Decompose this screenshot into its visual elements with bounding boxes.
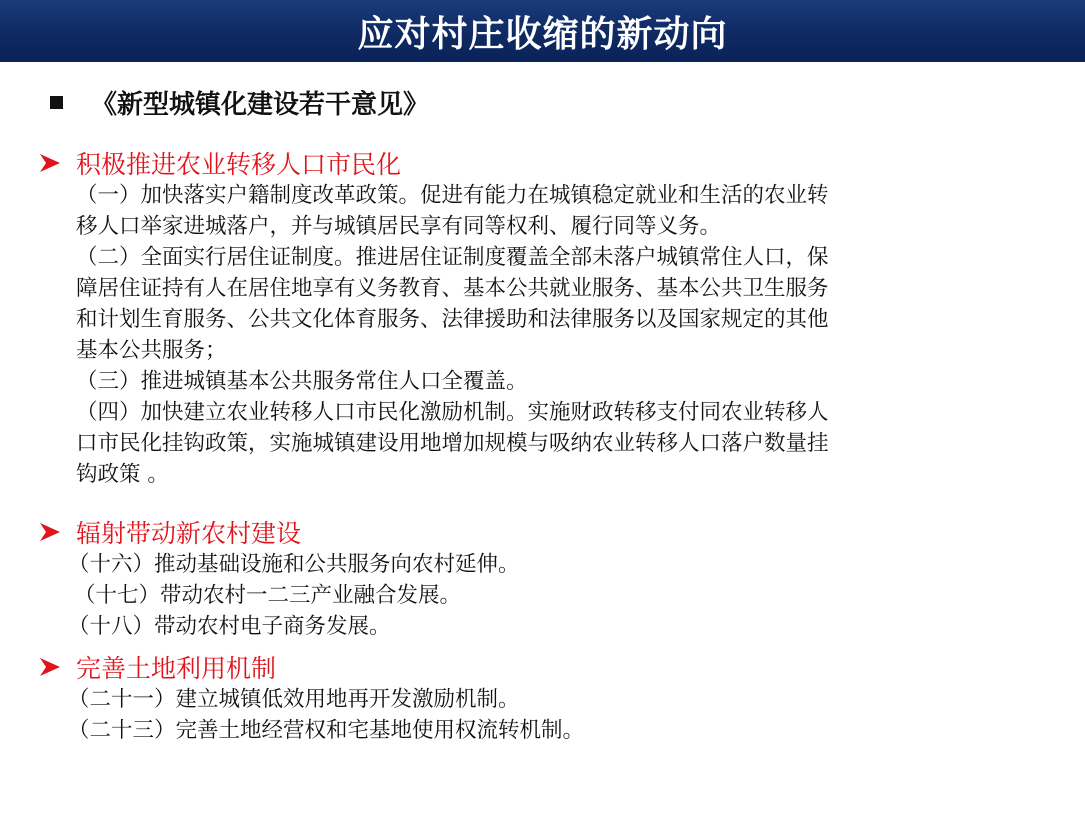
page-title: 应对村庄收缩的新动向 (357, 13, 728, 55)
section-heading: 辐射带动新农村建设 (76, 519, 302, 548)
section-header (38, 650, 1055, 684)
section-line: （三）推进城镇基本公共服务常住人口全覆盖。 (76, 369, 528, 394)
title-bar (0, 0, 1085, 62)
section-heading: 完善土地利用机制 (76, 654, 277, 683)
section-line: （十六）推动基础设施和公共服务向农村延伸。 (68, 552, 520, 577)
section-line: （二）全面实行居住证制度。推进居住证制度覆盖全部未落户城镇常住人口，保 (76, 245, 829, 270)
section-line: （十七）带动农村一二三产业融合发展。 (74, 583, 462, 608)
section-line: （二十一）建立城镇低效用地再开发激励机制。 (68, 687, 520, 712)
section-line: （一）加快落实户籍制度改革政策。促进有能力在城镇稳定就业和生活的农业转 (76, 183, 829, 208)
section-line: （二十三）完善土地经营权和宅基地使用权流转机制。 (68, 718, 585, 743)
square-bullet-icon (50, 96, 63, 109)
arrow-right-icon (38, 151, 62, 175)
section-line: 障居住证持有人在居住地享有义务教育、基本公共就业服务、基本公共卫生服务 (76, 276, 829, 301)
section-line: （四）加快建立农业转移人口市民化激励机制。实施财政转移支付同农业转移人 (76, 400, 829, 425)
section-1 (38, 146, 1055, 490)
section-line: 钩政策 。 (76, 462, 169, 487)
section-heading: 积极推进农业转移人口市民化 (76, 150, 402, 179)
document-subtitle: 《新型城镇化建设若干意见》 (91, 89, 430, 120)
section-line: 口市民化挂钩政策，实施城镇建设用地增加规模与吸纳农业转移人口落户数量挂 (76, 431, 829, 456)
arrow-right-icon (38, 655, 62, 679)
subtitle-row (50, 84, 429, 120)
arrow-right-icon (38, 520, 62, 544)
section-2 (38, 515, 1055, 642)
section-header (38, 146, 1055, 180)
section-line: 和计划生育服务、公共文化体育服务、法律援助和法律服务以及国家规定的其他 (76, 307, 829, 332)
section-line: 基本公共服务； (76, 338, 227, 363)
section-3 (38, 650, 1055, 746)
section-header (38, 515, 1055, 549)
section-line: 移人口举家进城落户，并与城镇居民享有同等权利、履行同等义务。 (76, 214, 722, 239)
section-line: （十八）带动农村电子商务发展。 (68, 614, 391, 639)
